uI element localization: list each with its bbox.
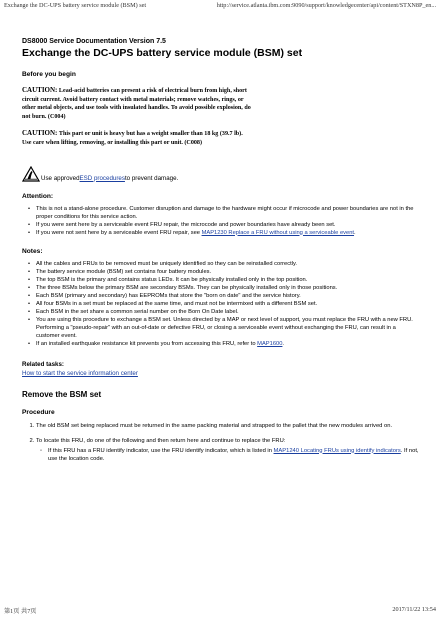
notes-list (22, 260, 420, 348)
caution-c004 (22, 86, 252, 121)
header-url: http://service.atlanta.ibm.com:9090/support/knowledgecenter/api/content/STXN8P_en... (216, 2, 436, 9)
map1230-link[interactable]: MAP1230 Replace a FRU without using a serviceable event (201, 229, 355, 236)
list-item-text: . (282, 340, 285, 347)
procedure-step (36, 437, 420, 463)
caution-label: CAUTION: (22, 86, 58, 94)
list-item: • You are using this procedure to exchange a BSM set. Unless directed by a MAP or next level of support, you must replace the FRU with a new FRU. Performing a "pseudo-repair" with an out-of-date or defective FRU, or closing a serviceable event without exchanging the FRU, can result in a customer event. (32, 316, 420, 340)
list-item: • Each BSM in the set share a common serial number on the Born On Date label. (32, 308, 420, 316)
sub-step-text: If this FRU has a FRU identify indicator, use the FRU identify indicator, which is listed in (48, 447, 274, 454)
document-body (22, 38, 420, 470)
list-item: • All four BSMs in a set must be replaced at the same time, and must not be intermixed with a different BSM set. (32, 300, 420, 308)
print-timestamp: 2017/11/22 13:54 (392, 606, 436, 613)
list-item: • The battery service module (BSM) set contains four battery modules. (32, 268, 420, 276)
list-item-text: . (354, 229, 356, 236)
caution-text: Lead-acid batteries can present a risk of electrical burn from high, short circuit current. Avoid battery contact with metal materials; remove watches, rings, or other metal objects, and use tools with insulated handles. To avoid possible explosion, do not burn. (22, 88, 251, 120)
esd-warning-icon (22, 166, 40, 182)
doc-subtitle: DS8000 Service Documentation Version 7.5 (22, 38, 166, 45)
service-info-center-link[interactable]: How to start the service information center (22, 369, 138, 377)
list-item (32, 340, 420, 348)
header-title: Exchange the DC-UPS battery service module (BSM) set (4, 2, 147, 9)
procedure-heading: Procedure (22, 408, 55, 416)
esd-notice (22, 166, 420, 182)
caution-c008 (22, 129, 252, 147)
map1600-link[interactable]: MAP1600 (257, 340, 283, 347)
procedure-steps (22, 422, 420, 463)
attention-list (22, 205, 420, 237)
map1240-link[interactable]: MAP1240 Locating FRUs using identify indicators (273, 447, 401, 454)
sub-step-list (36, 447, 420, 463)
sub-step (44, 447, 420, 463)
sub-step-text: . If not, use the location code. (48, 447, 419, 462)
caution-code: (C004) (47, 113, 66, 120)
esd-procedures-link[interactable]: ESD procedures (79, 174, 125, 182)
list-item: • The three BSMs below the primary BSM are secondary BSMs. They can be physically installed only in those positions. (32, 284, 420, 292)
attention-heading: Attention: (22, 192, 54, 200)
page-header (0, 2, 440, 12)
related-tasks: Related tasks: How to start the service information center (22, 361, 420, 377)
esd-text-after: to prevent damage. (124, 174, 179, 182)
before-you-begin-heading: Before you begin (22, 71, 76, 78)
procedure-step-text: To locate this FRU, do one of the following and then return here and continue to replace the FRU: (36, 437, 286, 444)
list-item: • The top BSM is the primary and contains status LEDs. It can be physically installed only in the top position. (32, 276, 420, 284)
list-item-text: If you were not sent here by a serviceable event FRU repair, see (36, 229, 202, 236)
page-title: Exchange the DC-UPS battery service module (BSM) set (22, 47, 303, 59)
caution-code: (C008) (184, 139, 203, 146)
esd-text-before: Use approved (41, 174, 80, 182)
list-item: • Each BSM (primary and secondary) has EEPROMs that store the "born on date" and the service history. (32, 292, 420, 300)
caution-label: CAUTION: (22, 129, 58, 138)
list-item (32, 229, 420, 237)
list-item: • This is not a stand-alone procedure. Customer disruption and damage to the hardware might occur if microcode and power boundaries are not in the proper conditions for this service action. (32, 205, 420, 221)
page-number: 第1页 共7页 (4, 608, 37, 615)
list-item-text: If an installed earthquake resistance kit prevents you from accessing this FRU, refer to (36, 340, 258, 347)
list-item: • All the cables and FRUs to be removed must be uniquely identified so they can be reinstalled correctly. (32, 260, 420, 268)
related-tasks-heading: Related tasks (22, 360, 62, 368)
notes-heading: Notes: (22, 247, 43, 255)
list-item: • If you were sent here by a serviceable event FRU repair, the microcode and power boundaries have already been set. (32, 221, 420, 229)
page-footer (0, 606, 440, 616)
procedure-step: 1. The old BSM set being replaced must be returned in the same packing material and strapped to the pallet that the new modules arrived on. (36, 422, 420, 430)
remove-bsm-heading: Remove the BSM set (22, 389, 102, 399)
caution-text: This part or unit is heavy but has a weight smaller than 18 kg (39.7 lb). Use care when lifting, removing, or installing this part or unit. (22, 131, 243, 146)
